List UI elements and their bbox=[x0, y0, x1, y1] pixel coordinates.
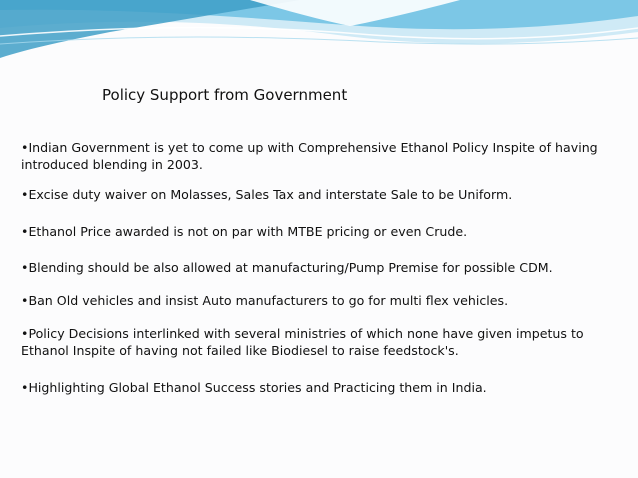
bullet-item: • Policy Decisions interlinked with several ministries of which none have given impetus to Ethanol Inspite of having not failed like Biodiesel to raise feedstock's. bbox=[21, 325, 621, 359]
bullet-item: • Ban Old vehicles and insist Auto manufacturers to go for multi flex vehicles. bbox=[21, 292, 621, 309]
bullet-item: • Excise duty waiver on Molasses, Sales Tax and interstate Sale to be Uniform. bbox=[21, 186, 621, 203]
slide-title: Policy Support from Government bbox=[102, 86, 348, 104]
header-wave-decoration bbox=[0, 0, 638, 80]
bullet-item: • Indian Government is yet to come up with Comprehensive Ethanol Policy Inspite of having introduced blending in 2003. bbox=[21, 139, 621, 173]
bullet-item: • Highlighting Global Ethanol Success stories and Practicing them in India. bbox=[21, 379, 621, 396]
bullet-item: • Ethanol Price awarded is not on par with MTBE pricing or even Crude. bbox=[21, 223, 621, 240]
bullet-item: • Blending should be also allowed at manufacturing/Pump Premise for possible CDM. bbox=[21, 259, 621, 276]
